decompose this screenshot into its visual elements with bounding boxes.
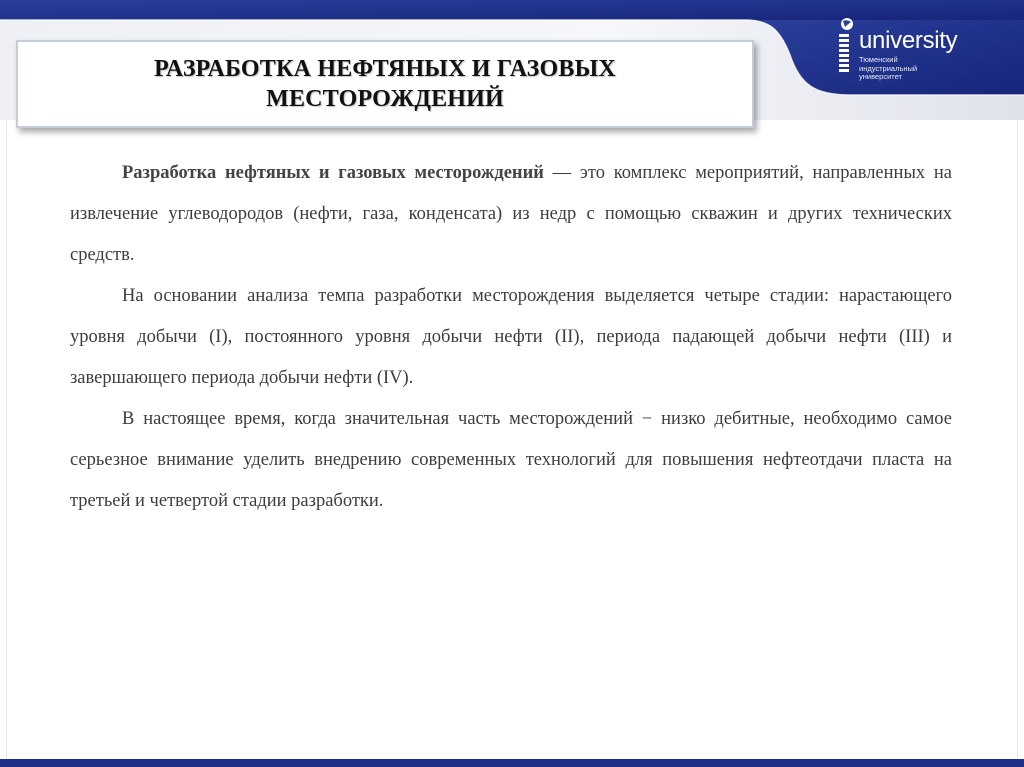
body-paragraph-current: В настоящее время, когда значительная часть месторождений − низко дебитные, необходимо самое серьезное внимание уделить внедрению современных технологий для повышения нефтеотдачи пласта на третьей и четвертой стадии разработки. [70, 409, 952, 511]
slide-title-box [16, 40, 754, 128]
body-paragraph-stages: На основании анализа темпа разработки месторождения выделяется четыре стадии: нарастающего уровня добычи (I), постоянного уровня добычи нефти (II), периода падающей добычи нефти (III) и завершающего периода добычи нефти (IV). [70, 286, 952, 388]
logo-wordmark: university [859, 27, 958, 54]
definition-term: Разработка нефтяных и газовых месторождений [122, 163, 544, 183]
slide-body [70, 153, 952, 522]
logo-subtitle [859, 56, 917, 82]
university-logo [833, 14, 963, 94]
slide-title-line: МЕСТОРОЖДЕНИЙ [266, 86, 504, 112]
body-paragraph-definition [70, 153, 952, 276]
logo-subtitle-line: Тюменский [859, 55, 898, 64]
logo-mark-icon [833, 16, 859, 78]
bottom-bar [0, 759, 1024, 767]
definition-text: — это комплекс мероприятий, направленных на извлечение углеводородов (нефти, газа, конденсата) из недр с помощью скважин и других технических средств. [70, 163, 952, 265]
logo-subtitle-line: университет [859, 72, 902, 81]
logo-subtitle-line: индустриальный [859, 63, 918, 73]
slide-title-line: РАЗРАБОТКА НЕФТЯНЫХ И ГАЗОВЫХ [154, 56, 616, 82]
